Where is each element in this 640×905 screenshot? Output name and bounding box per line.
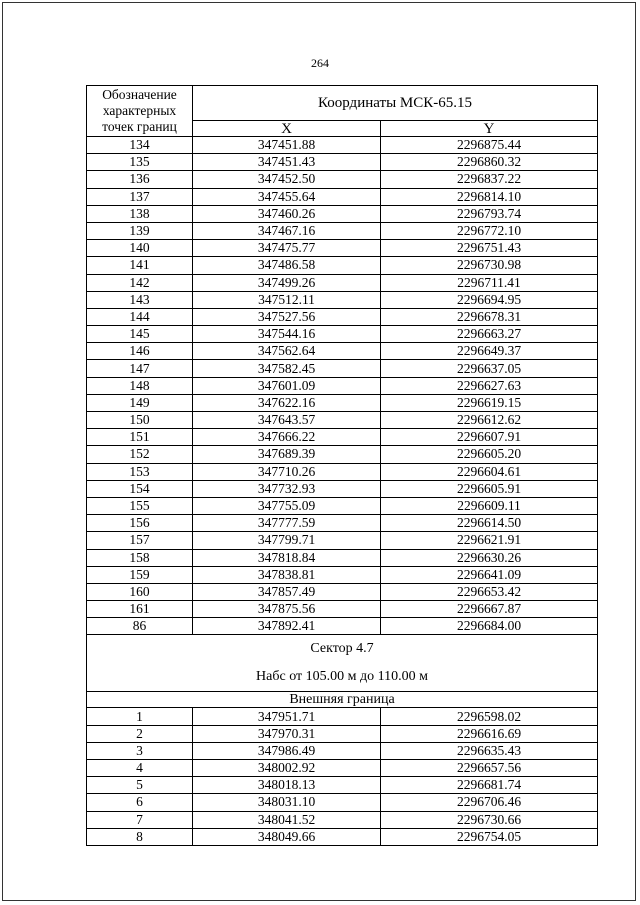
point-number-cell: 159 [87,566,193,583]
coordinates-table [86,85,598,846]
x-coordinate-cell: 347986.49 [193,742,381,759]
x-coordinate-cell: 347838.81 [193,566,381,583]
table-row [87,377,598,394]
y-coordinate-cell: 2296814.10 [381,188,598,205]
y-coordinate-cell: 2296635.43 [381,742,598,759]
table-row [87,308,598,325]
table-row [87,480,598,497]
y-coordinate-cell: 2296772.10 [381,222,598,239]
point-number-cell: 86 [87,618,193,635]
table-row [87,497,598,514]
table-row [87,549,598,566]
y-coordinate-cell: 2296667.87 [381,601,598,618]
point-number-cell: 137 [87,188,193,205]
point-number-cell: 154 [87,480,193,497]
table-row [87,291,598,308]
page-number: 264 [311,56,329,70]
y-coordinate-cell: 2296604.61 [381,463,598,480]
point-number-cell: 152 [87,446,193,463]
point-label-header: Обозначение характерных точек границ [87,86,193,137]
table-row [87,205,598,222]
table-row [87,463,598,480]
y-coordinate-cell: 2296621.91 [381,532,598,549]
x-coordinate-cell: 348018.13 [193,777,381,794]
point-number-cell: 3 [87,742,193,759]
y-coordinate-cell: 2296657.56 [381,760,598,777]
boundary-row [87,692,598,708]
point-number-cell: 135 [87,154,193,171]
x-coordinate-cell: 347467.16 [193,222,381,239]
point-number-cell: 5 [87,777,193,794]
table-row [87,394,598,411]
y-coordinate-cell: 2296619.15 [381,394,598,411]
y-coordinate-cell: 2296681.74 [381,777,598,794]
table-row [87,360,598,377]
y-coordinate-cell: 2296605.20 [381,446,598,463]
x-coordinate-cell: 347666.22 [193,429,381,446]
point-number-cell: 149 [87,394,193,411]
x-coordinate-cell: 347857.49 [193,583,381,600]
y-coordinate-cell: 2296630.26 [381,549,598,566]
x-header: X [193,121,381,137]
point-number-cell: 160 [87,583,193,600]
table-row [87,240,598,257]
point-number-cell: 4 [87,760,193,777]
boundary-label: Внешняя граница [87,692,598,708]
x-coordinate-cell: 347710.26 [193,463,381,480]
x-coordinate-cell: 347777.59 [193,515,381,532]
point-number-cell: 8 [87,828,193,845]
x-coordinate-cell: 347643.57 [193,412,381,429]
y-coordinate-cell: 2296793.74 [381,205,598,222]
coords-header: Координаты МСК-65.15 [193,86,598,121]
point-number-cell: 161 [87,601,193,618]
y-coordinate-cell: 2296754.05 [381,828,598,845]
table-row [87,742,598,759]
y-coordinate-cell: 2296641.09 [381,566,598,583]
point-number-cell: 2 [87,725,193,742]
sector-title: Сектор 4.7 [310,641,374,657]
x-coordinate-cell: 347451.43 [193,154,381,171]
point-number-cell: 153 [87,463,193,480]
y-coordinate-cell: 2296711.41 [381,274,598,291]
table-row [87,583,598,600]
point-number-cell: 157 [87,532,193,549]
y-coordinate-cell: 2296663.27 [381,326,598,343]
x-coordinate-cell: 347460.26 [193,205,381,222]
y-coordinate-cell: 2296730.98 [381,257,598,274]
table-row [87,274,598,291]
x-coordinate-cell: 347622.16 [193,394,381,411]
x-coordinate-cell: 347452.50 [193,171,381,188]
table-row [87,566,598,583]
y-coordinate-cell: 2296751.43 [381,240,598,257]
point-number-cell: 156 [87,515,193,532]
x-coordinate-cell: 347601.09 [193,377,381,394]
x-coordinate-cell: 347562.64 [193,343,381,360]
x-coordinate-cell: 347486.58 [193,257,381,274]
y-coordinate-cell: 2296605.91 [381,480,598,497]
y-coordinate-cell: 2296607.91 [381,429,598,446]
point-number-cell: 1 [87,708,193,725]
table-row [87,222,598,239]
y-coordinate-cell: 2296653.42 [381,583,598,600]
table-row [87,811,598,828]
y-header: Y [381,121,598,137]
point-number-cell: 144 [87,308,193,325]
y-coordinate-cell: 2296649.37 [381,343,598,360]
table-row [87,618,598,635]
table-row [87,532,598,549]
sector-header-row [87,635,598,692]
x-coordinate-cell: 347875.56 [193,601,381,618]
x-coordinate-cell: 347544.16 [193,326,381,343]
point-number-cell: 141 [87,257,193,274]
y-coordinate-cell: 2296598.02 [381,708,598,725]
y-coordinate-cell: 2296730.66 [381,811,598,828]
x-coordinate-cell: 348002.92 [193,760,381,777]
point-number-cell: 142 [87,274,193,291]
header-row [87,86,598,121]
table-row [87,188,598,205]
x-coordinate-cell: 347582.45 [193,360,381,377]
table-row [87,760,598,777]
table-row [87,828,598,845]
point-number-cell: 155 [87,497,193,514]
x-coordinate-cell: 347527.56 [193,308,381,325]
point-number-cell: 151 [87,429,193,446]
table-row [87,154,598,171]
y-coordinate-cell: 2296609.11 [381,497,598,514]
table-row [87,429,598,446]
table-row [87,777,598,794]
x-coordinate-cell: 347512.11 [193,291,381,308]
x-coordinate-cell: 347499.26 [193,274,381,291]
x-coordinate-cell: 347732.93 [193,480,381,497]
y-coordinate-cell: 2296678.31 [381,308,598,325]
point-number-cell: 134 [87,137,193,154]
sector-height-range: Набс от 105.00 м до 110.00 м [256,669,428,685]
point-number-cell: 148 [87,377,193,394]
point-number-cell: 136 [87,171,193,188]
x-coordinate-cell: 347689.39 [193,446,381,463]
y-coordinate-cell: 2296612.62 [381,412,598,429]
x-coordinate-cell: 348049.66 [193,828,381,845]
y-coordinate-cell: 2296627.63 [381,377,598,394]
table-row [87,412,598,429]
x-coordinate-cell: 347951.71 [193,708,381,725]
table-row [87,257,598,274]
table-row [87,708,598,725]
x-coordinate-cell: 347451.88 [193,137,381,154]
point-number-cell: 7 [87,811,193,828]
point-number-cell: 139 [87,222,193,239]
y-coordinate-cell: 2296706.46 [381,794,598,811]
y-coordinate-cell: 2296837.22 [381,171,598,188]
point-number-cell: 140 [87,240,193,257]
table-row [87,171,598,188]
x-coordinate-cell: 347818.84 [193,549,381,566]
table-row [87,601,598,618]
y-coordinate-cell: 2296616.69 [381,725,598,742]
x-coordinate-cell: 347892.41 [193,618,381,635]
y-coordinate-cell: 2296614.50 [381,515,598,532]
x-coordinate-cell: 347455.64 [193,188,381,205]
y-coordinate-cell: 2296684.00 [381,618,598,635]
table-row [87,137,598,154]
point-number-cell: 143 [87,291,193,308]
point-number-cell: 146 [87,343,193,360]
point-number-cell: 138 [87,205,193,222]
table-row [87,446,598,463]
sector-header [87,635,598,692]
x-coordinate-cell: 347755.09 [193,497,381,514]
point-number-cell: 147 [87,360,193,377]
point-number-cell: 158 [87,549,193,566]
x-coordinate-cell: 348041.52 [193,811,381,828]
point-number-cell: 150 [87,412,193,429]
x-coordinate-cell: 347970.31 [193,725,381,742]
point-number-cell: 145 [87,326,193,343]
table-row [87,343,598,360]
y-coordinate-cell: 2296694.95 [381,291,598,308]
x-coordinate-cell: 348031.10 [193,794,381,811]
table-row [87,326,598,343]
y-coordinate-cell: 2296637.05 [381,360,598,377]
x-coordinate-cell: 347799.71 [193,532,381,549]
y-coordinate-cell: 2296875.44 [381,137,598,154]
table-row [87,725,598,742]
table-row [87,794,598,811]
y-coordinate-cell: 2296860.32 [381,154,598,171]
table-row [87,515,598,532]
point-number-cell: 6 [87,794,193,811]
x-coordinate-cell: 347475.77 [193,240,381,257]
